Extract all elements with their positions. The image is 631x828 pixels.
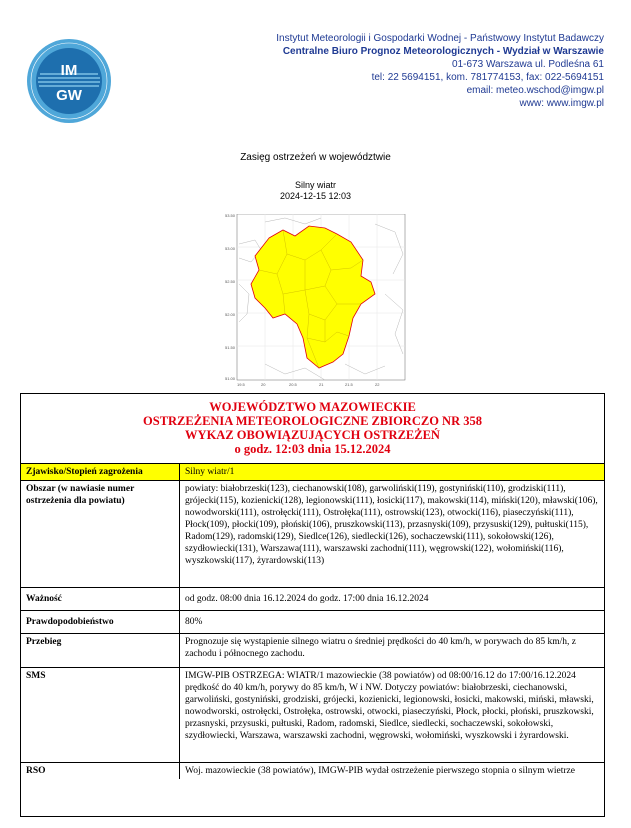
row-label: Przebieg — [21, 634, 180, 668]
bulletin-subtitle: WYKAZ OBOWIĄZUJĄCYCH OSTRZEŻEŃ — [185, 428, 440, 442]
map-caption-title: Zasięg ostrzeżeń w województwie — [240, 152, 391, 163]
table-row — [21, 481, 604, 588]
map-y-tick: 51.50 — [225, 345, 236, 350]
institute-header — [276, 32, 604, 110]
row-value: Woj. mazowieckie (38 powiatów), IMGW-PIB wydał ostrzeżenie pierwszego stopnia o silnym wietrze — [185, 766, 575, 776]
bureau-name: Centralne Biuro Prognoz Meteorologicznych - Wydział w Warszawie — [282, 46, 604, 57]
imgw-logo — [26, 38, 112, 124]
table-row — [21, 588, 604, 611]
map-datetime: 2024-12-15 12:03 — [279, 191, 352, 201]
map-x-tick: 20 — [261, 382, 266, 387]
row-label: Prawdopodobieństwo — [21, 611, 180, 634]
svg-text:GW: GW — [56, 87, 82, 104]
row-value: Silny wiatr/1 — [180, 464, 605, 481]
map-y-tick: 52.50 — [225, 279, 236, 284]
row-label: RSO — [21, 763, 180, 780]
phone: tel: 22 5694151, kom. 781774153, fax: 022-5694151 — [371, 72, 604, 83]
warning-map — [225, 214, 408, 387]
map-x-tick: 21.5 — [345, 382, 353, 387]
warning-table — [21, 464, 604, 779]
website: www: www.imgw.pl — [519, 98, 604, 109]
map-y-tick: 52.00 — [225, 312, 236, 317]
row-value: Prognozuje się wystąpienie silnego wiatru o średniej prędkości do 40 km/h, w porywach do 85 km/h, z zachodu i północnego zachodu. — [180, 634, 605, 668]
table-row — [21, 634, 604, 668]
bulletin-issue-time: o godz. 12:03 dnia 15.12.2024 — [234, 442, 391, 456]
address: 01-673 Warszawa ul. Podleśna 61 — [452, 59, 604, 70]
row-label: SMS — [21, 668, 180, 763]
logo-text: IM — [60, 62, 78, 79]
row-label: Ważność — [21, 588, 180, 611]
map-x-tick: 20.5 — [289, 382, 297, 387]
map-x-tick: 22 — [375, 382, 380, 387]
row-value: IMGW-PIB OSTRZEGA: WIATR/1 mazowieckie (38 powiatów) od 08:00/16.12 do 17:00/16.12.2024 prędkość do 40 km/h, porywy do 85 km/h, W i NW. Dotyczy powiatów: białobrzeski, ciechanowski, garwoliński, gostyniński, grodziski, grójecki, kozienicki, legionowski, łosicki, makowski, miński, mławski, nowodworski, ostrołęcki, Ostrołęka, ostrowski, otwocki, piaseczyński, Płock, płocki, płoński, pruszkowski, przasnyski, przysuski, pułtuski, Radom, radomski, Siedlce, siedlecki, sochaczewski, sokołowski, szydłowiecki, Warszawa, warszawski zachodni, węgrowski, wołomiński, wyszkowski i żyrardowski. — [180, 668, 605, 763]
bulletin-title — [21, 394, 604, 464]
email: email: meteo.wschod@imgw.pl — [466, 85, 604, 96]
map-y-tick: 53.50 — [225, 214, 236, 218]
row-label: Zjawisko/Stopień zagrożenia — [21, 464, 180, 481]
map-y-tick: 51.00 — [225, 376, 236, 381]
row-value: od godz. 08:00 dnia 16.12.2024 do godz. 17:00 dnia 16.12.2024 — [180, 588, 605, 611]
table-row — [21, 611, 604, 634]
table-row — [21, 464, 604, 481]
table-row — [21, 763, 604, 780]
row-label: Obszar (w nawiasie numer ostrzeżenia dla powiatu) — [21, 481, 180, 588]
institute-name: Instytut Meteorologii i Gospodarki Wodnej - Państwowy Instytut Badawczy — [276, 33, 604, 44]
warning-bulletin — [20, 393, 605, 817]
row-value: powiaty: białobrzeski(123), ciechanowski(108), garwoliński(119), gostyniński(110), grodziski(111), grójecki(115), kozienicki(128), legionowski(111), łosicki(117), makowski(114), miński(120), mławski(106), nowodworski(111), ostrołęcki(111), Ostrołęka(111), ostrowski(123), otwocki(116), piaseczyński(111), Płock(109), płocki(109), płoński(106), pruszkowski(113), przasnyski(109), przysuski(129), pułtuski(115), Radom(129), radomski(129), Siedlce(126), siedlecki(126), sochaczewski(111), sokołowski(126), szydłowiecki(131), Warszawa(111), warszawski zachodni(111), węgrowski(122), wołomiński(116), wyszkowski(117), żyrardowski(113) — [180, 481, 605, 588]
map-caption — [0, 180, 631, 202]
bulletin-region: WOJEWÓDZTWO MAZOWIECKIE — [209, 400, 416, 414]
map-y-tick: 53.00 — [225, 246, 236, 251]
map-x-tick: 21 — [319, 382, 324, 387]
row-value: 80% — [180, 611, 605, 634]
map-x-tick: 19.5 — [237, 382, 245, 387]
table-row — [21, 668, 604, 763]
bulletin-number: OSTRZEŻENIA METEOROLOGICZNE ZBIORCZO NR 358 — [143, 414, 482, 428]
map-phenomenon: Silny wiatr — [294, 180, 336, 190]
